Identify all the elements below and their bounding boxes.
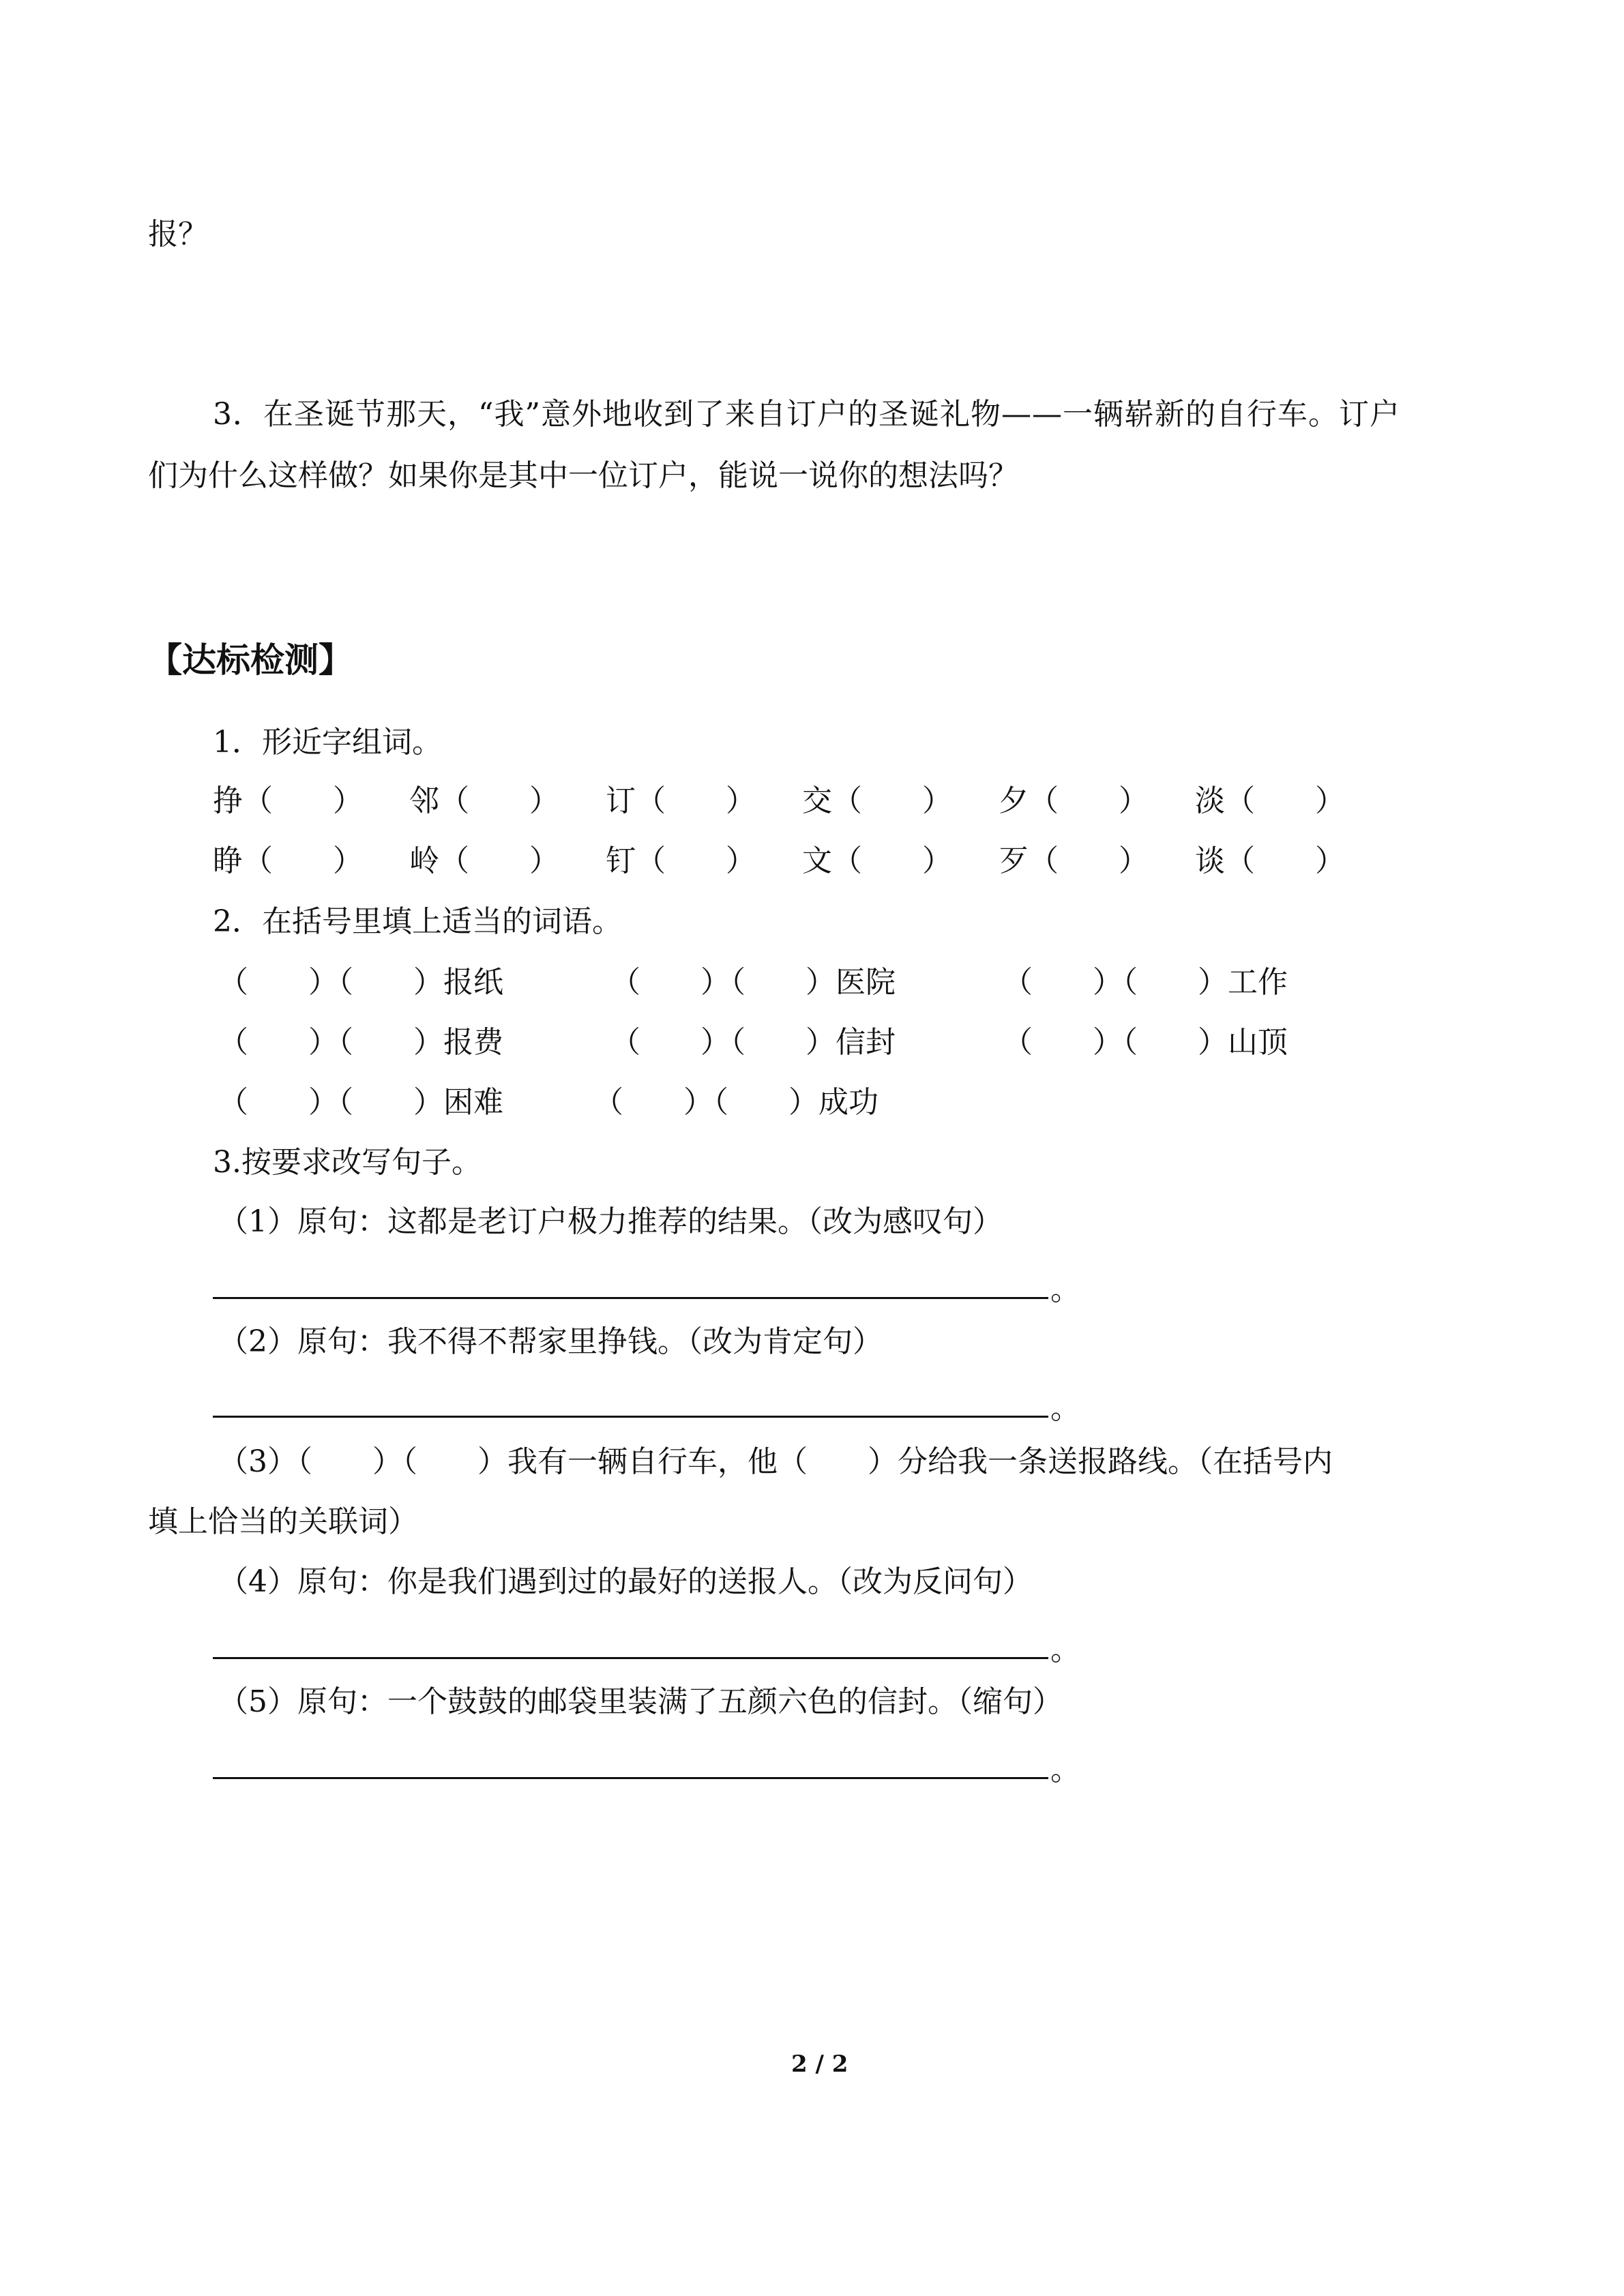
section-title: 【达标检测】	[148, 640, 353, 680]
q1-item: 挣（ ）	[213, 784, 363, 818]
answer-line-2[interactable]	[213, 1416, 1048, 1418]
continuation-text: 报？	[148, 217, 208, 252]
q2-item: （ ）（ ）成功	[593, 1085, 879, 1120]
answer-line-end: 。	[1050, 1753, 1080, 1787]
q3-label: 3.按要求改写句子。	[213, 1145, 482, 1180]
q1-item: 交（ ）	[802, 784, 952, 818]
answer-line-end: 。	[1050, 1632, 1080, 1667]
q3-sentence-3-line-1: （3）（ ）（ ）我有一辆自行车，他（ ）分给我一条送报路线。（在括号内	[218, 1444, 1333, 1479]
q2-item: （ ）（ ）报纸	[218, 965, 503, 1000]
q3-sentence-5: （5）原句：一个鼓鼓的邮袋里装满了五颜六色的信封。（缩句）	[218, 1684, 1063, 1719]
answer-line-end: 。	[1050, 1391, 1080, 1426]
q1-item: 邻（ ）	[409, 784, 559, 818]
q3-sentence-1: （1）原句：这都是老订户极力推荐的结果。（改为感叹句）	[218, 1204, 1003, 1239]
answer-line-5[interactable]	[213, 1777, 1048, 1779]
q3-sentence-3-line-2: 填上恰当的关联词）	[148, 1504, 418, 1539]
answer-line-1[interactable]	[213, 1297, 1048, 1299]
q1-item: 钉（ ）	[606, 844, 756, 878]
q2-label: 2．在括号里填上适当的词语。	[213, 904, 622, 939]
q2-item: （ ）（ ）报费	[218, 1025, 503, 1060]
q2-item: （ ）（ ）工作	[1003, 965, 1288, 1000]
q1-label: 1．形近字组词。	[213, 725, 442, 760]
q1-item: 订（ ）	[606, 784, 756, 818]
q1-item: 睁（ ）	[213, 844, 363, 878]
answer-line-4[interactable]	[213, 1657, 1048, 1659]
q1-item: 文（ ）	[802, 844, 952, 878]
answer-line-end: 。	[1050, 1272, 1080, 1307]
q1-item: 岭（ ）	[409, 844, 559, 878]
q2-item: （ ）（ ）信封	[610, 1025, 896, 1060]
q1-item: 歹（ ）	[999, 844, 1149, 878]
question-3-line-1: 3．在圣诞节那天，“我”意外地收到了来自订户的圣诞礼物——一辆崭新的自行车。订户	[213, 397, 1400, 432]
page-number: 2 / 2	[791, 2051, 848, 2078]
q2-item: （ ）（ ）山顶	[1003, 1025, 1288, 1060]
q1-item: 夕（ ）	[999, 784, 1149, 818]
q2-item: （ ）（ ）医院	[610, 965, 896, 1000]
q1-item: 谈（ ）	[1195, 844, 1345, 878]
q3-sentence-2: （2）原句：我不得不帮家里挣钱。（改为肯定句）	[218, 1324, 883, 1359]
q1-item: 淡（ ）	[1195, 784, 1345, 818]
question-3-line-2: 们为什么这样做？如果你是其中一位订户，能说一说你的想法吗？	[148, 458, 1018, 493]
q3-sentence-4: （4）原句：你是我们遇到过的最好的送报人。（改为反问句）	[218, 1564, 1033, 1599]
q2-item: （ ）（ ）困难	[218, 1085, 503, 1120]
